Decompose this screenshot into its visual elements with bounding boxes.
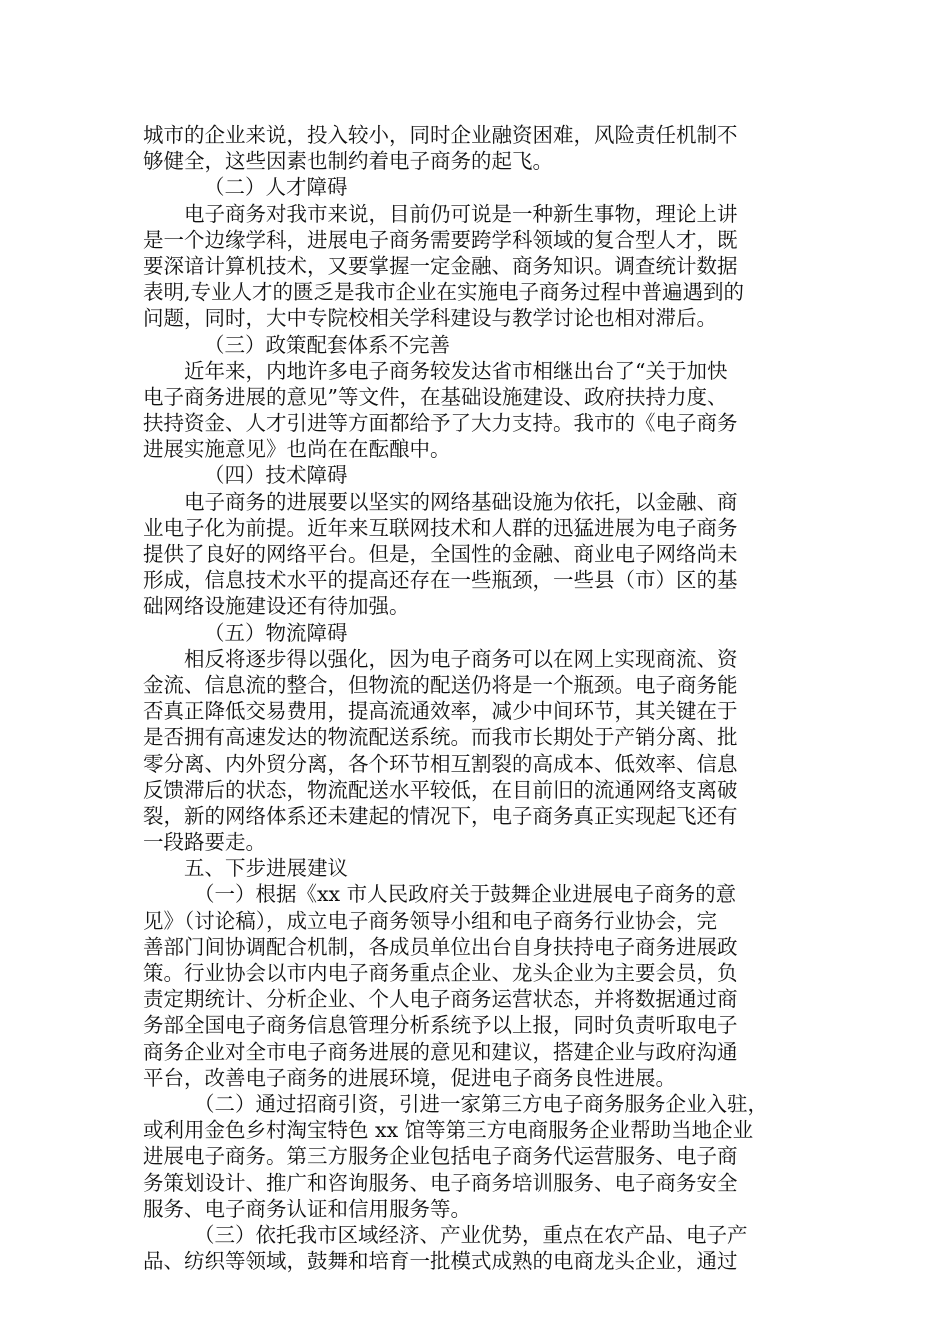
text-line: 策。行业协会以市内电子商务重点企业、龙头企业为主要会员，负	[143, 961, 738, 985]
text-line: 零分离、内外贸分离，各个环节相互割裂的高成本、低效率、信息	[143, 751, 738, 776]
text-line: 品、纺织等领域，鼓舞和培育一批模式成熟的电商龙头企业，通过	[143, 1249, 738, 1274]
text-line: （五）物流障碍	[204, 620, 348, 645]
text-line: 电子商务进展的意见”等文件，在基础设施建设、政府扶持力度、	[143, 384, 728, 409]
text-line: 服务、电子商务认证和信用服务等。	[143, 1196, 471, 1221]
text-line: （二）通过招商引资，引进一家第三方电子商务服务企业入驻，	[194, 1091, 768, 1116]
text-line: 提供了良好的网络平台。但是，全国性的金融、商业电子网络尚未	[143, 542, 738, 566]
text-line: 进展电子商务。第三方服务企业包括电子商务代运营服务、电子商	[143, 1144, 738, 1169]
text-line: （一）根据《xx 市人民政府关于鼓舞企业进展电子商务的意	[194, 882, 737, 907]
text-line: 商务企业对全市电子商务进展的意见和建议，搭建企业与政府沟通	[143, 1039, 738, 1064]
text-line: 表明,专业人才的匮乏是我市企业在实施电子商务过程中普遍遇到的	[143, 280, 745, 305]
text-line: （三）政策配套体系不完善	[204, 332, 450, 357]
text-line: （二）人才障碍	[204, 175, 348, 200]
text-line: 务部全国电子商务信息管理分析系统予以上报，同时负责听取电子	[143, 1013, 738, 1038]
text-line: 城市的企业来说，投入较小，同时企业融资困难，风险责任机制不	[143, 123, 738, 147]
text-line: 见》（讨论稿），成立电子商务领导小组和电子商务行业协会，完	[143, 908, 717, 933]
text-line: 相反将逐步得以强化，因为电子商务可以在网上实现商流、资	[184, 646, 738, 671]
text-line: 否真正降低交易费用，提高流通效率，减少中间环节，其关键在于	[143, 699, 738, 724]
text-line: 电子商务的进展要以坚实的网络基础设施为依托，以金融、商	[184, 489, 738, 514]
text-line: 责定期统计、分析企业、个人电子商务运营状态，并将数据通过商	[143, 987, 738, 1012]
text-line: 形成，信息技术水平的提高还存在一些瓶颈，一些县（市）区的基	[143, 568, 738, 593]
document-body	[143, 122, 810, 1274]
text-line: 务策划设计、推广和咨询服务、电子商务培训服务、电子商务安全	[143, 1170, 738, 1195]
text-line: （三）依托我市区域经济、产业优势，重点在农产品、电子产	[194, 1222, 748, 1247]
text-line: 善部门间协调配合机制，各成员单位出台自身扶持电子商务进展政	[143, 934, 738, 959]
text-line: 电子商务对我市来说，目前仍可说是一种新生事物，理论上讲	[184, 201, 738, 226]
text-line: 金流、信息流的整合，但物流的配送仍将是一个瓶颈。电子商务能	[143, 672, 738, 697]
text-line: 要深谙计算机技术，又要掌握一定金融、商务知识。调查统计数据	[143, 253, 738, 278]
text-line: 反馈滞后的状态，物流配送水平较低，在目前旧的流通网络支离破	[143, 777, 738, 802]
text-line: 够健全，这些因素也制约着电子商务的起飞。	[143, 149, 553, 174]
text-line: 裂，新的网络体系还未建起的情况下，电子商务真正实现起飞还有	[143, 803, 738, 828]
text-line: 业电子化为前提。近年来互联网技术和人群的迅猛进展为电子商务	[143, 515, 738, 540]
text-line: 扶持资金、人才引进等方面都给予了大力支持。我市的《电子商务	[143, 411, 738, 436]
text-line: 一段路要走。	[143, 830, 266, 855]
text-line: 五、下步进展建议	[184, 856, 348, 881]
text-line: 或利用金色乡村淘宝特色 xx 馆等第三方电商服务企业帮助当地企业	[143, 1118, 754, 1143]
text-line: 是否拥有高速发达的物流配送系统。而我市长期处于产销分离、批	[143, 725, 738, 750]
text-line: 近年来，内地许多电子商务较发达省市相继出台了“关于加快	[184, 358, 728, 383]
text-line: （四）技术障碍	[204, 463, 348, 488]
text-line: 进展实施意见》也尚在在酝酿中。	[143, 437, 451, 462]
text-line: 是一个边缘学科，进展电子商务需要跨学科领域的复合型人才，既	[143, 227, 738, 252]
text-line: 平台，改善电子商务的进展环境，促进电子商务良性进展。	[143, 1065, 676, 1090]
text-line: 问题，同时，大中专院校相关学科建设与教学讨论也相对滞后。	[143, 306, 717, 331]
text-line: 础网络设施建设还有待加强。	[143, 594, 410, 619]
